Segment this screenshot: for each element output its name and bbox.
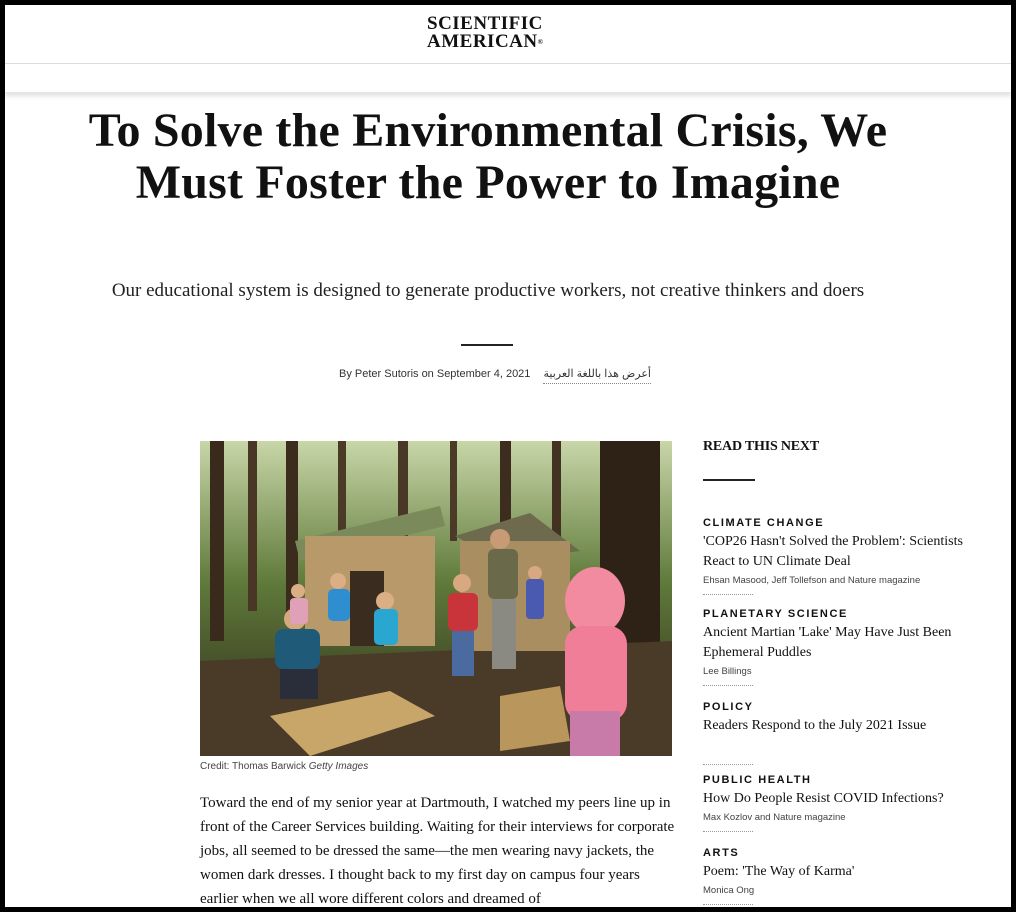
related-article-title[interactable]: How Do People Resist COVID Infections?: [703, 791, 944, 806]
related-article-item[interactable]: [703, 608, 983, 686]
sidebar-heading-rule: [703, 479, 755, 481]
related-article-category[interactable]: ARTS: [703, 847, 740, 859]
related-article-authors: Monica Ong: [703, 885, 755, 896]
site-header: [5, 5, 1011, 64]
arabic-translation-link[interactable]: أعرض هذا باللغة العربية: [543, 368, 650, 384]
related-article-title[interactable]: 'COP26 Hasn't Solved the Problem': Scientists React to UN Climate Deal: [703, 534, 963, 569]
logo-line-2: AMERICAN®: [427, 31, 544, 52]
article-title: To Solve the Environmental Crisis, We Must Foster the Power to Imagine: [88, 104, 888, 209]
item-divider: [703, 764, 753, 765]
related-article-item[interactable]: [703, 701, 983, 765]
related-article-category[interactable]: CLIMATE CHANGE: [703, 517, 825, 529]
sidebar-heading: READ THIS NEXT: [703, 439, 819, 454]
related-article-title[interactable]: Readers Respond to the July 2021 Issue: [703, 718, 927, 733]
site-logo[interactable]: [427, 15, 557, 51]
image-credit-source: Getty Images: [308, 761, 369, 772]
article-hero-image: [200, 441, 672, 756]
article-body-paragraph: Toward the end of my senior year at Dartmouth, I watched my peers line up in front of the Career Services building. Waiting for their interviews for corporate jobs, all seemed to be dressed the same—the men wearing navy jackets, the women dark dresses. I thought back to my first day on campus four years earlier when we all wore different colors and dreamed of: [200, 795, 675, 907]
read-this-next-sidebar: [703, 439, 983, 896]
item-divider: [703, 685, 753, 686]
article-dek: Our educational system is designed to generate productive workers, not creative thinkers and doers: [111, 280, 865, 301]
title-divider: [461, 344, 513, 346]
registered-mark: ®: [537, 38, 544, 46]
image-credit-label: Credit: Thomas Barwick: [200, 761, 306, 772]
related-article-authors: Lee Billings: [703, 666, 752, 677]
byline-text: By Peter Sutoris on September 4, 2021: [339, 368, 531, 380]
image-credit: [200, 761, 368, 772]
related-article-category[interactable]: POLICY: [703, 701, 754, 713]
related-article-authors: Ehsan Masood, Jeff Tollefson and Nature magazine: [703, 575, 921, 586]
logo-line-1: SCIENTIFIC: [427, 13, 543, 34]
related-article-title[interactable]: Poem: 'The Way of Karma': [703, 864, 855, 879]
related-article-item[interactable]: [703, 517, 983, 595]
related-article-item[interactable]: [703, 774, 983, 832]
related-article-item[interactable]: [703, 847, 983, 905]
item-divider: [703, 904, 753, 905]
browser-viewport: [5, 5, 1011, 907]
forest-children-building-forts-illustration: [200, 441, 672, 756]
item-divider: [703, 831, 753, 832]
related-article-title[interactable]: Ancient Martian 'Lake' May Have Just Been Ephemeral Puddles: [703, 625, 952, 660]
byline: [245, 367, 745, 380]
related-article-authors: Max Kozlov and Nature magazine: [703, 812, 846, 823]
related-article-category[interactable]: PLANETARY SCIENCE: [703, 608, 848, 620]
related-article-category[interactable]: PUBLIC HEALTH: [703, 774, 812, 786]
navigation-bar: [5, 64, 1011, 93]
item-divider: [703, 594, 753, 595]
